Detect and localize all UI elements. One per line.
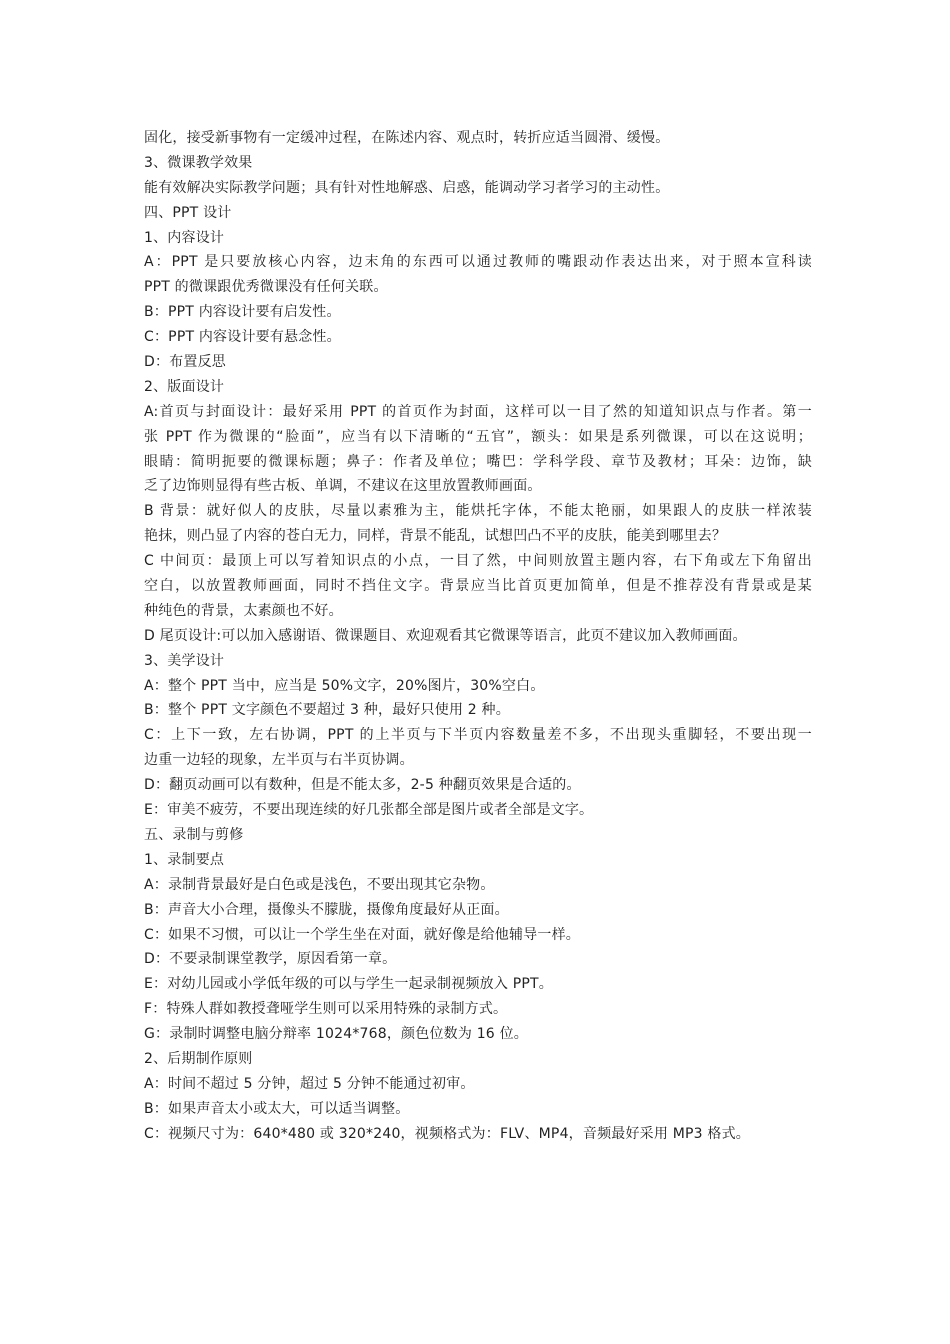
paragraph xyxy=(144,400,812,500)
text-line: C：视频尺寸为：640*480 或 320*240，视频格式为：FLV、MP4，音频最好采用 MP3 格式。 xyxy=(144,1125,751,1142)
text-line: 空白，以放置教师画面，同时不挡住文字。背景应当比首页更加简单，但是不推荐没有背景或是某 xyxy=(144,578,812,595)
paragraph xyxy=(144,923,812,948)
text-line: D 尾页设计:可以加入感谢语、微课题目、欢迎观看其它微课等语言，此页不建议加入教师画面。 xyxy=(144,627,747,644)
text-line: A:首页与封面设计：最好采用 PPT 的首页作为封面，这样可以一目了然的知道知识点与作者。第一 xyxy=(144,403,812,420)
paragraph xyxy=(144,947,812,972)
paragraph xyxy=(144,1072,812,1097)
text-line: 种纯色的背景，太素颜也不好。 xyxy=(144,602,343,619)
document-body xyxy=(144,126,812,1147)
paragraph xyxy=(144,773,812,798)
text-line: E：审美不疲劳，不要出现连续的好几张都全部是图片或者全部是文字。 xyxy=(144,802,594,819)
text-line: E：对幼儿园或小学低年级的可以与学生一起录制视频放入 PPT。 xyxy=(144,976,553,993)
text-line: 3、微课教学效果 xyxy=(144,154,253,171)
paragraph xyxy=(144,300,812,325)
text-line: 1、内容设计 xyxy=(144,229,225,246)
text-line: F：特殊人群如教授聋哑学生则可以采用特殊的录制方式。 xyxy=(144,1001,508,1018)
text-line: C：PPT 内容设计要有悬念性。 xyxy=(144,329,341,346)
text-line: C 中间页：最顶上可以写着知识点的小点，一目了然，中间则放置主题内容，右下角或左下角留出 xyxy=(144,553,812,570)
text-line: 3、美学设计 xyxy=(144,652,225,669)
paragraph xyxy=(144,325,812,350)
text-line: C：上下一致，左右协调，PPT 的上半页与下半页内容数量差不多，不出现头重脚轻，不要出现一 xyxy=(144,727,812,744)
text-line: C：如果不习惯，可以让一个学生坐在对面，就好像是给他辅导一样。 xyxy=(144,926,580,943)
paragraph xyxy=(144,250,812,300)
text-line: PPT 的微课跟优秀微课没有任何关联。 xyxy=(144,279,388,296)
paragraph xyxy=(144,176,812,201)
paragraph xyxy=(144,898,812,923)
paragraph xyxy=(144,499,812,549)
text-line: B 背景：就好似人的皮肤，尽量以素雅为主，能烘托字体，不能太艳丽，如果跟人的皮肤一样浓装 xyxy=(144,503,812,520)
text-line: A：PPT 是只要放核心内容，边末角的东西可以通过教师的嘴跟动作表达出来，对于照本宣科读 xyxy=(144,254,812,271)
paragraph xyxy=(144,226,812,251)
paragraph xyxy=(144,201,812,226)
text-line: B：如果声音太小或太大，可以适当调整。 xyxy=(144,1100,410,1117)
text-line: 艳抹，则凸显了内容的苍白无力，同样，背景不能乱，试想凹凸不平的皮肤，能美到哪里去？ xyxy=(144,528,727,545)
paragraph xyxy=(144,972,812,997)
paragraph xyxy=(144,1122,812,1147)
paragraph xyxy=(144,624,812,649)
paragraph xyxy=(144,723,812,773)
paragraph xyxy=(144,649,812,674)
paragraph xyxy=(144,798,812,823)
paragraph xyxy=(144,997,812,1022)
text-line: 2、版面设计 xyxy=(144,378,225,395)
paragraph xyxy=(144,823,812,848)
text-line: A：时间不超过 5 分钟，超过 5 分钟不能通过初审。 xyxy=(144,1075,475,1092)
text-line: A：整个 PPT 当中，应当是 50%文字，20%图片，30%空白。 xyxy=(144,677,545,694)
text-line: A：录制背景最好是白色或是浅色，不要出现其它杂物。 xyxy=(144,876,495,893)
text-line: 五、录制与剪修 xyxy=(144,826,244,843)
paragraph xyxy=(144,848,812,873)
text-line: 眼睛：简明扼要的微课标题；鼻子：作者及单位；嘴巴：学科学段、章节及教材；耳朵：边饰，缺 xyxy=(144,453,812,470)
text-line: 固化，接受新事物有一定缓冲过程，在陈述内容、观点时，转折应适当圆滑、缓慢。 xyxy=(144,130,670,146)
text-line: 乏了边饰则显得有些古板、单调，不建议在这里放置教师画面。 xyxy=(144,478,542,495)
paragraph xyxy=(144,1022,812,1047)
text-line: D：布置反思 xyxy=(144,354,226,371)
text-line: D：不要录制课堂教学，原因看第一章。 xyxy=(144,951,397,968)
paragraph xyxy=(144,350,812,375)
text-line: G：录制时调整电脑分辩率 1024*768，颜色位数为 16 位。 xyxy=(144,1026,528,1043)
paragraph xyxy=(144,698,812,723)
text-line: B：整个 PPT 文字颜色不要超过 3 种，最好只使用 2 种。 xyxy=(144,702,510,719)
paragraph xyxy=(144,549,812,624)
text-line: B：声音大小合理，摄像头不朦胧，摄像角度最好从正面。 xyxy=(144,901,509,918)
paragraph xyxy=(144,873,812,898)
text-line: 边重一边轻的现象，左半页与右半页协调。 xyxy=(144,752,414,769)
paragraph xyxy=(144,151,812,176)
paragraph xyxy=(144,1047,812,1072)
text-line: 能有效解决实际教学问题；具有针对性地解惑、启惑，能调动学习者学习的主动性。 xyxy=(144,179,670,196)
text-line: 张 PPT 作为微课的“脸面”，应当有以下清晰的“五官”，额头：如果是系列微课，可以在这说明； xyxy=(144,428,812,445)
text-line: 2、后期制作原则 xyxy=(144,1050,253,1067)
text-line: 四、PPT 设计 xyxy=(144,204,232,221)
text-line: 1、录制要点 xyxy=(144,851,225,868)
paragraph xyxy=(144,674,812,699)
text-line: D：翻页动画可以有数种，但是不能太多，2-5 种翻页效果是合适的。 xyxy=(144,777,581,794)
paragraph xyxy=(144,1097,812,1122)
text-line: B：PPT 内容设计要有启发性。 xyxy=(144,304,341,321)
paragraph xyxy=(144,126,812,151)
paragraph xyxy=(144,375,812,400)
